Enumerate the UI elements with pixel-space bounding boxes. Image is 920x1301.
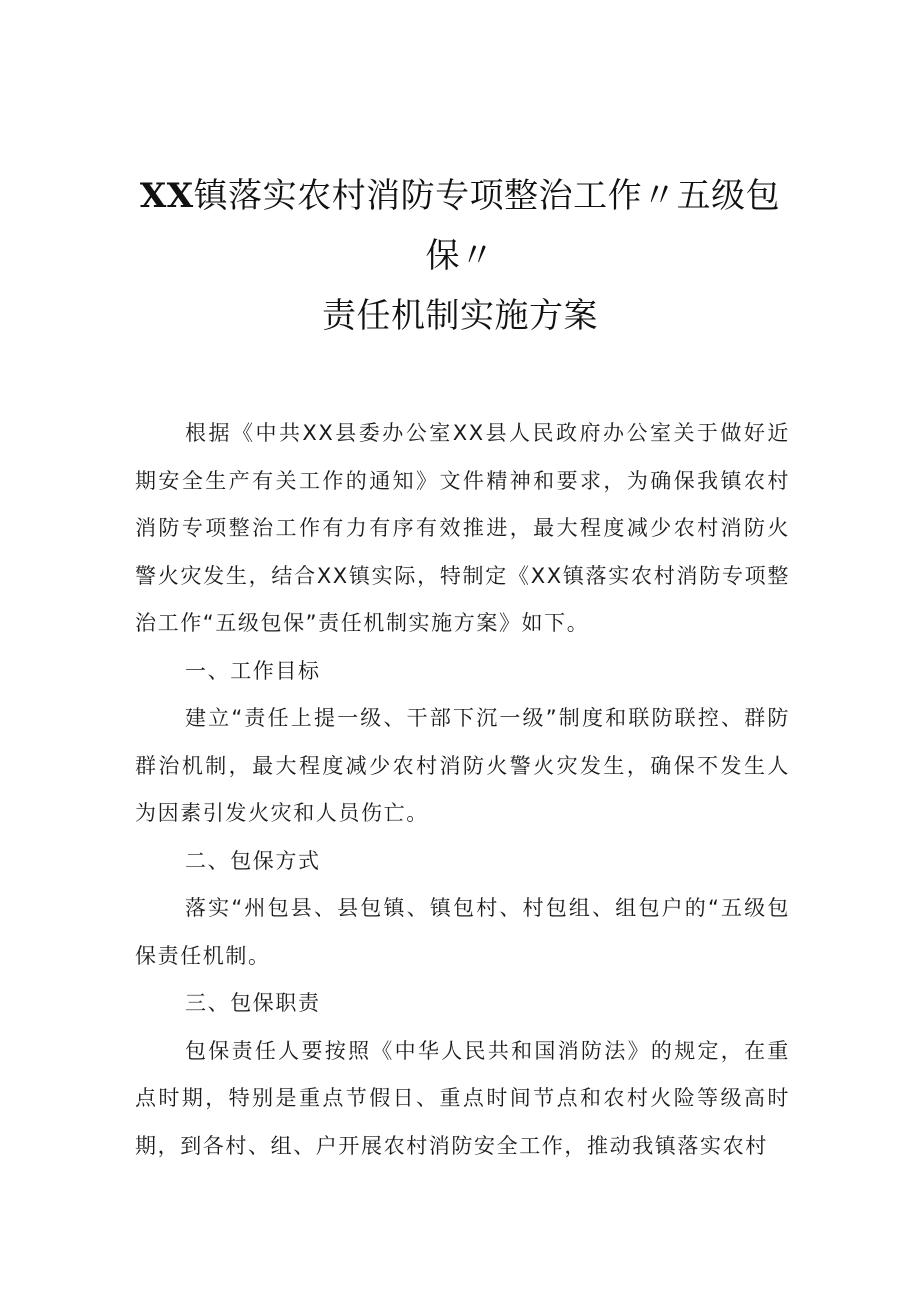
section-paragraph-goal: 建立“责任上提一级、干部下沉一级”制度和联防联控、群防群治机制，最大程度减少农村消防火警火灾发生，确保不发生人为因素引发火灾和人员伤亡。 (135, 706, 790, 825)
section-heading-method: 二、包保方式 (185, 848, 321, 873)
document-title-line-3: 责任机制实施方案 (322, 296, 598, 336)
document-title-line-1 (0, 176, 920, 216)
title-line-1-text: 镇落实农村消防专项整治工作〃五级包 (193, 176, 781, 216)
document-title-line-2: 保〃 (425, 236, 495, 276)
intro-paragraph: 根据《中共XX县委办公室XX县人民政府办公室关于做好近期安全生产有关工作的通知》文件精神和要求，为确保我镇农村消防专项整治工作有力有序有效推进，最大程度减少农村消防火警火灾发生，结合XX镇实际，特制定《XX镇落实农村消防专项整治工作“五级包保”责任机制实施方案》如下。 (135, 421, 790, 635)
section-heading-goal: 一、工作目标 (185, 658, 321, 683)
section-heading-duties: 三、包保职责 (185, 991, 321, 1015)
section-paragraph-method: 落实“州包县、县包镇、镇包村、村包组、组包户的“五级包保责任机制。 (135, 896, 790, 968)
document-body (135, 410, 790, 1170)
title-xx-prefix: XX (139, 176, 194, 216)
section-paragraph-duties: 包保责任人要按照《中华人民共和国消防法》的规定，在重点时期，特别是重点节假日、重点时间节点和农村火险等级高时期，到各村、组、户开展农村消防安全工作，推动我镇落实农村 (135, 1038, 790, 1158)
